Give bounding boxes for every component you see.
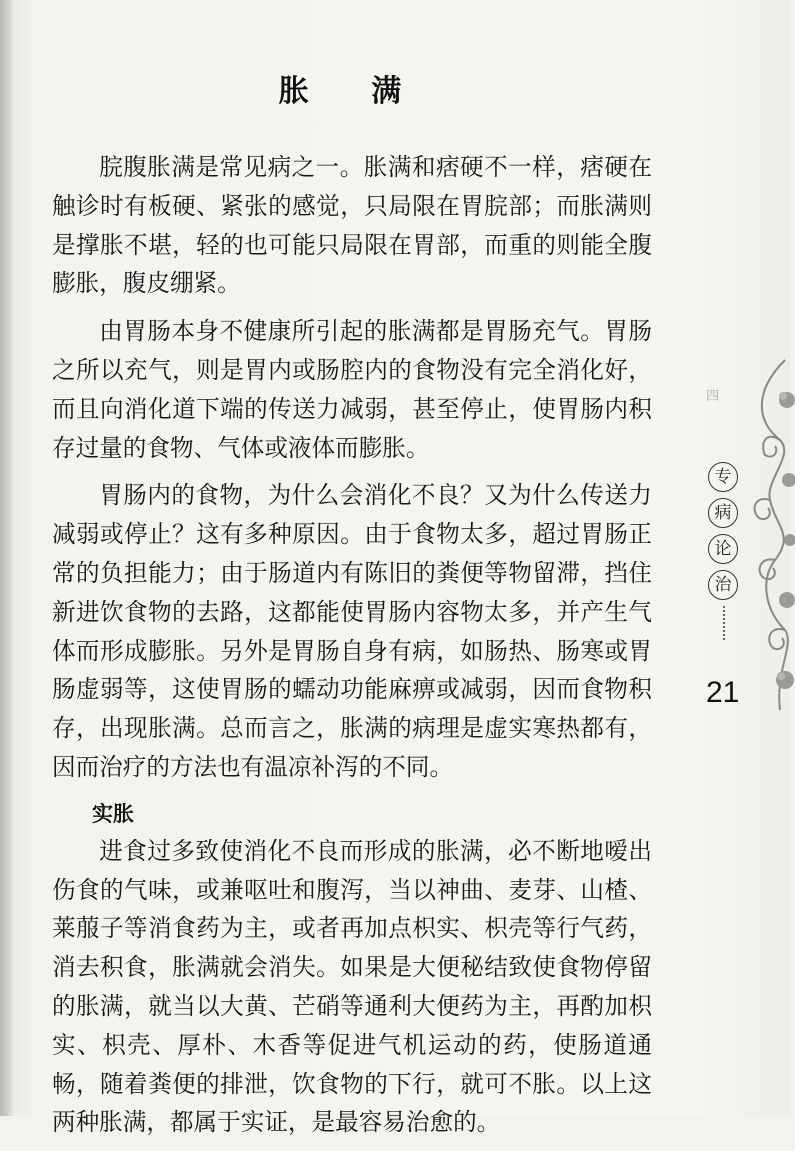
paragraph: 脘腹胀满是常见病之一。胀满和痞硬不一样，痞硬在触诊时有板硬、紧张的感觉，只局限在胃脘部；而胀满则是撑胀不堪，轻的也可能只局限在胃部，而重的则能全腹膨胀，腹皮绷紧。	[52, 153, 652, 298]
dotted-divider	[723, 606, 725, 640]
chapter-tab	[706, 462, 740, 640]
chapter-tab-char: 专	[708, 462, 738, 492]
paragraph: 由胃肠本身不健康所引起的胀满都是胃肠充气。胃肠之所以充气，则是胃内或肠腔内的食物没有完全消化好，而且向消化道下端的传送力减弱，甚至停止，使胃肠内积存过量的食物、气体或液体而膨胀。	[52, 317, 652, 462]
chapter-tab-char: 病	[708, 498, 738, 528]
page-number: 21	[706, 676, 740, 709]
chapter-tab-char: 治	[708, 570, 738, 600]
chapter-tab-char: 论	[708, 534, 738, 564]
main-text	[52, 148, 652, 1151]
section-heading: 实胀	[92, 801, 134, 826]
section-label: 四	[706, 389, 720, 404]
paragraph: 进食过多致使消化不良而形成的胀满，必不断地嗳出伤食的气味，或兼呕吐和腹泻，当以神曲、麦芽、山楂、莱菔子等消食药为主，或者再加点枳实、枳壳等行气药，消去积食，胀满就会消失。如果是大便秘结致使食物停留的胀满，就当以大黄、芒硝等通利大便药为主，再酌加枳实、枳壳、厚朴、木香等促进气机运动的药，使肠道通畅，随着粪便的排泄，饮食物的下行，就可不胀。以上这两种胀满，都属于实证，是最容易治愈的。	[52, 836, 652, 1137]
binding-shadow	[0, 0, 14, 1116]
page-title: 胀 满	[278, 74, 428, 109]
floral-ornament-icon	[735, 360, 795, 710]
paragraph: 胃肠内的食物，为什么会消化不良？又为什么传送力减弱或停止？这有多种原因。由于食物太多，超过胃肠正常的负担能力；由于肠道内有陈旧的粪便等物留滞，挡住新进饮食物的去路，这都能使胃肠内容物太多，并产生气体而形成膨胀。另外是胃肠自身有病，如肠热、肠寒或胃肠虚弱等，这使胃肠的蠕动功能麻痹或减弱，因而食物积存，出现胀满。总而言之，胀满的病理是虚实寒热都有，因而治疗的方法也有温凉补泻的不同。	[52, 481, 652, 781]
